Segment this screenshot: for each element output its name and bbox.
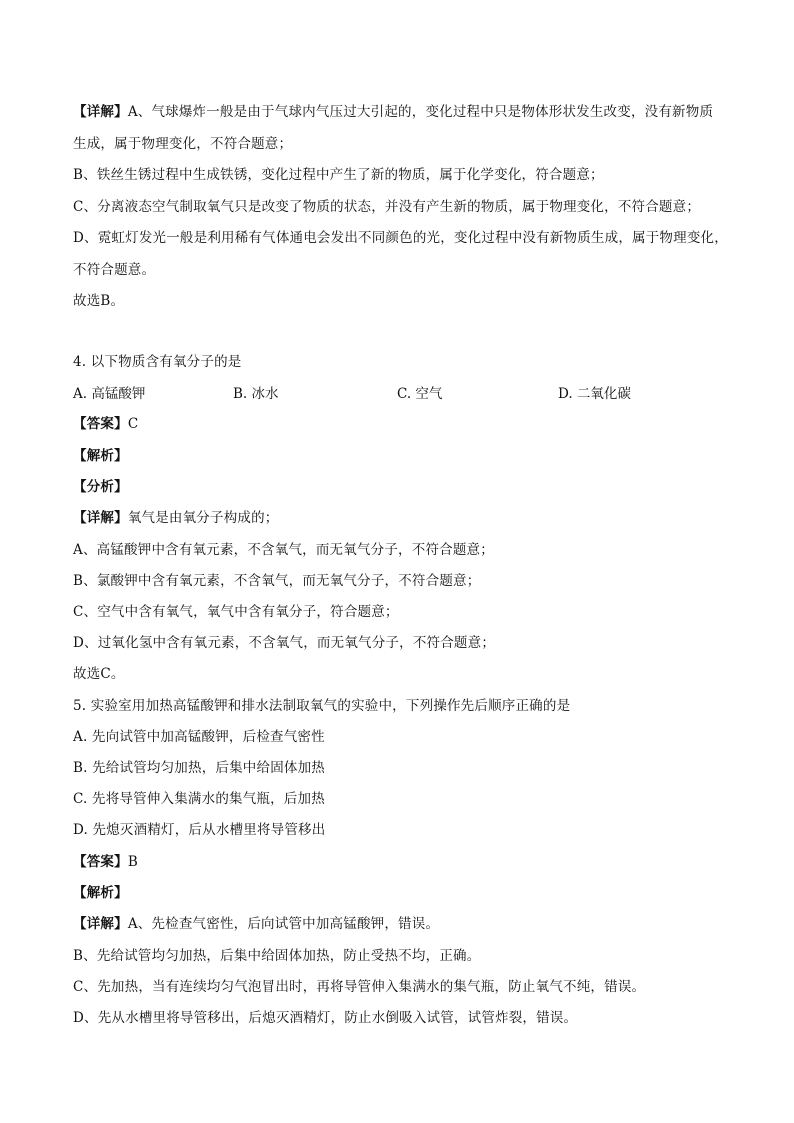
detail-tag: 【详解】: [73, 916, 128, 932]
q4-detail-d: D、过氧化氢中含有氧元素，不含氧气，而无氧气分子，不符合题意；: [73, 635, 496, 651]
q4-option-b: B. 冰水: [233, 386, 279, 402]
q4-conclusion: 故选C。: [73, 666, 125, 682]
q5-detail-b: B、先给试管均匀加热，后集中给固体加热，防止受热不均，正确。: [73, 948, 481, 964]
q5-option-b: B. 先给试管均匀加热，后集中给固体加热: [73, 760, 326, 776]
q4-option-c: C. 空气: [397, 386, 443, 402]
q5-detail-c: C、先加热，当有连续均匀气泡冒出时，再将导管伸入集满水的集气瓶，防止氧气不纯，错误。: [73, 979, 646, 995]
answer-tag: 【答案】: [73, 854, 128, 870]
q4-detail-a: A、高锰酸钾中含有氧元素，不含氧气，而无氧气分子，不符合题意；: [73, 542, 494, 558]
detail-line-4: C、分离液态空气制取氧气只是改变了物质的状态，并没有产生新的物质，属于物理变化，不符合题意；: [73, 199, 701, 215]
q4-detail: [73, 509, 279, 527]
answer-value: C: [127, 416, 139, 432]
q5-detail-d: D、先从水槽里将导管移出，后熄灭酒精灯，防止水倒吸入试管，试管炸裂，错误。: [73, 1010, 578, 1026]
q4-option-a: A. 高锰酸钾: [73, 386, 146, 402]
q5-option-d: D. 先熄灭酒精灯，后从水槽里将导管移出: [73, 822, 326, 838]
detail-line-5: D、霓虹灯发光一般是利用稀有气体通电会发出不同颜色的光，变化过程中没有新物质生成，属于物理变化，: [73, 230, 728, 246]
detail-text: A、气球爆炸一般是由于气球内气压过大引起的，变化过程中只是物体形状发生改变，没有新物质: [127, 104, 714, 120]
detail-line-2: 生成，属于物理变化，不符合题意；: [73, 136, 293, 152]
detail-line-3: B、铁丝生锈过程中生成铁锈，变化过程中产生了新的物质，属于化学变化，符合题意；: [73, 167, 604, 183]
detail-tag: 【详解】: [73, 104, 128, 120]
q4-jiexi-tag: 【解析】: [73, 448, 128, 464]
q4-fenxi-tag: 【分析】: [73, 479, 128, 495]
answer-value: B: [127, 854, 138, 870]
detail-line-6: 不符合题意。: [73, 262, 156, 278]
question-4-stem: 4. 以下物质含有氧分子的是: [73, 354, 242, 370]
conclusion-line: 故选B。: [73, 293, 125, 309]
q4-option-d: D. 二氧化碳: [558, 386, 631, 402]
q4-detail-b: B、氯酸钾中含有氧元素，不含氧气，而无氧气分子，不符合题意；: [73, 573, 481, 589]
detail-tag: 【详解】: [73, 510, 128, 526]
detail-text: 氧气是由氧分子构成的；: [127, 510, 279, 526]
q5-option-a: A. 先向试管中加高锰酸钾，后检查气密性: [73, 729, 325, 745]
q4-detail-c: C、空气中含有氧气，氧气中含有氧分子，符合题意；: [73, 604, 399, 620]
q5-answer: [73, 853, 138, 871]
detail-line-1: [73, 103, 713, 121]
q5-option-c: C. 先将导管伸入集满水的集气瓶，后加热: [73, 791, 325, 807]
detail-text: A、先检查气密性，后向试管中加高锰酸钾，错误。: [127, 916, 440, 932]
q5-jiexi-tag: 【解析】: [73, 885, 128, 901]
answer-tag: 【答案】: [73, 416, 128, 432]
q4-answer: [73, 415, 138, 433]
q5-detail: [73, 915, 439, 933]
question-5-stem: 5. 实验室用加热高锰酸钾和排水法制取氧气的实验中，下列操作先后顺序正确的是: [73, 698, 571, 714]
